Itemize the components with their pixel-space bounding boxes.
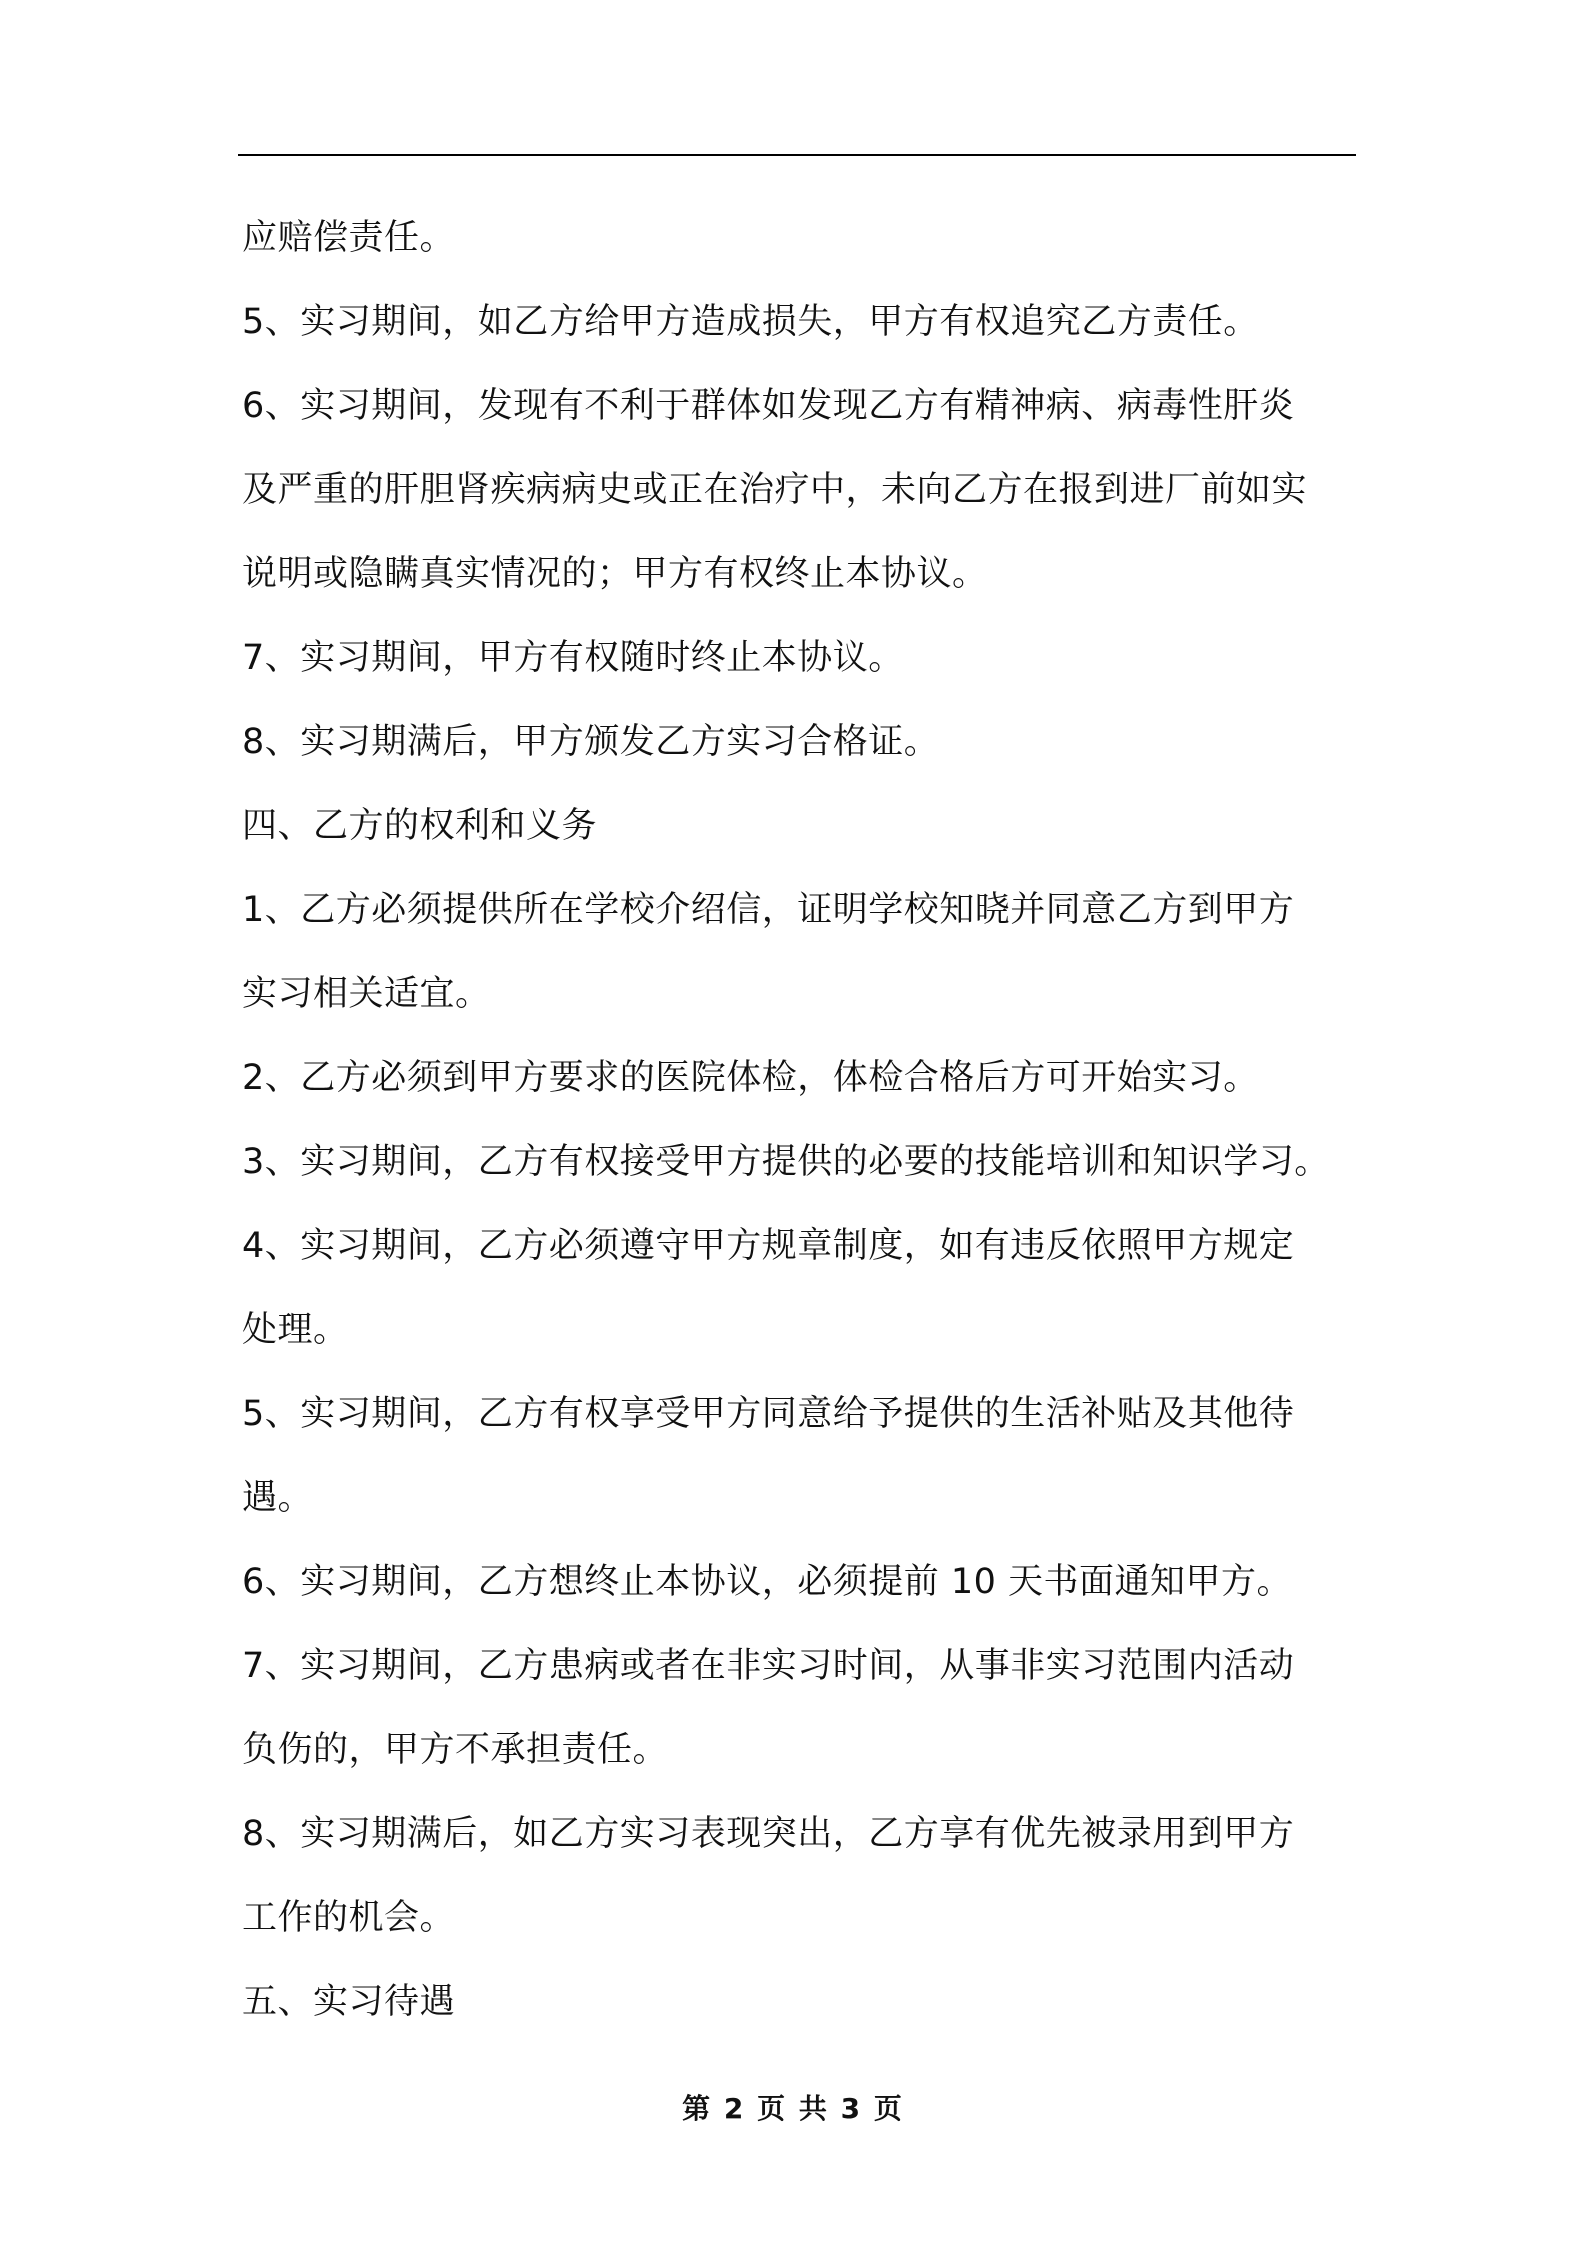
text-line: 及严重的肝胆肾疾病病史或正在治疗中，未向乙方在报到进厂前如实 bbox=[242, 470, 1308, 510]
text-line: 5、实习期间，如乙方给甲方造成损失，甲方有权追究乙方责任。 bbox=[242, 302, 1259, 342]
text-line: 遇。 bbox=[242, 1478, 314, 1518]
text-line: 8、实习期满后，如乙方实习表现突出，乙方享有优先被录用到甲方 bbox=[242, 1814, 1295, 1854]
header-rule bbox=[238, 154, 1356, 156]
text-line: 4、实习期间，乙方必须遵守甲方规章制度，如有违反依照甲方规定 bbox=[242, 1226, 1295, 1266]
text-line: 5、实习期间，乙方有权享受甲方同意给予提供的生活补贴及其他待 bbox=[242, 1394, 1295, 1434]
text-line: 7、实习期间，乙方患病或者在非实习时间，从事非实习范围内活动 bbox=[242, 1646, 1295, 1686]
text-line: 1、乙方必须提供所在学校介绍信，证明学校知晓并同意乙方到甲方 bbox=[242, 890, 1295, 930]
text-line: 6、实习期间，乙方想终止本协议，必须提前 10 天书面通知甲方。 bbox=[242, 1562, 1293, 1602]
text-line: 3、实习期间，乙方有权接受甲方提供的必要的技能培训和知识学习。 bbox=[242, 1142, 1330, 1182]
text-line: 处理。 bbox=[242, 1310, 349, 1350]
text-line: 6、实习期间，发现有不利于群体如发现乙方有精神病、病毒性肝炎 bbox=[242, 386, 1295, 426]
text-line: 8、实习期满后，甲方颁发乙方实习合格证。 bbox=[242, 722, 940, 762]
text-line: 说明或隐瞒真实情况的；甲方有权终止本协议。 bbox=[242, 554, 988, 594]
section-heading: 四、乙方的权利和义务 bbox=[242, 806, 598, 846]
text-line: 应赔偿责任。 bbox=[242, 218, 456, 258]
text-line: 工作的机会。 bbox=[242, 1898, 456, 1938]
text-line: 7、实习期间，甲方有权随时终止本协议。 bbox=[242, 638, 904, 678]
text-line: 负伤的，甲方不承担责任。 bbox=[242, 1730, 669, 1770]
text-line: 2、乙方必须到甲方要求的医院体检，体检合格后方可开始实习。 bbox=[242, 1058, 1259, 1098]
section-heading: 五、实习待遇 bbox=[242, 1982, 456, 2022]
page-number-footer: 第 2 页 共 3 页 bbox=[682, 2092, 904, 2125]
document-body bbox=[242, 196, 1362, 2044]
text-line: 实习相关适宜。 bbox=[242, 974, 491, 1014]
